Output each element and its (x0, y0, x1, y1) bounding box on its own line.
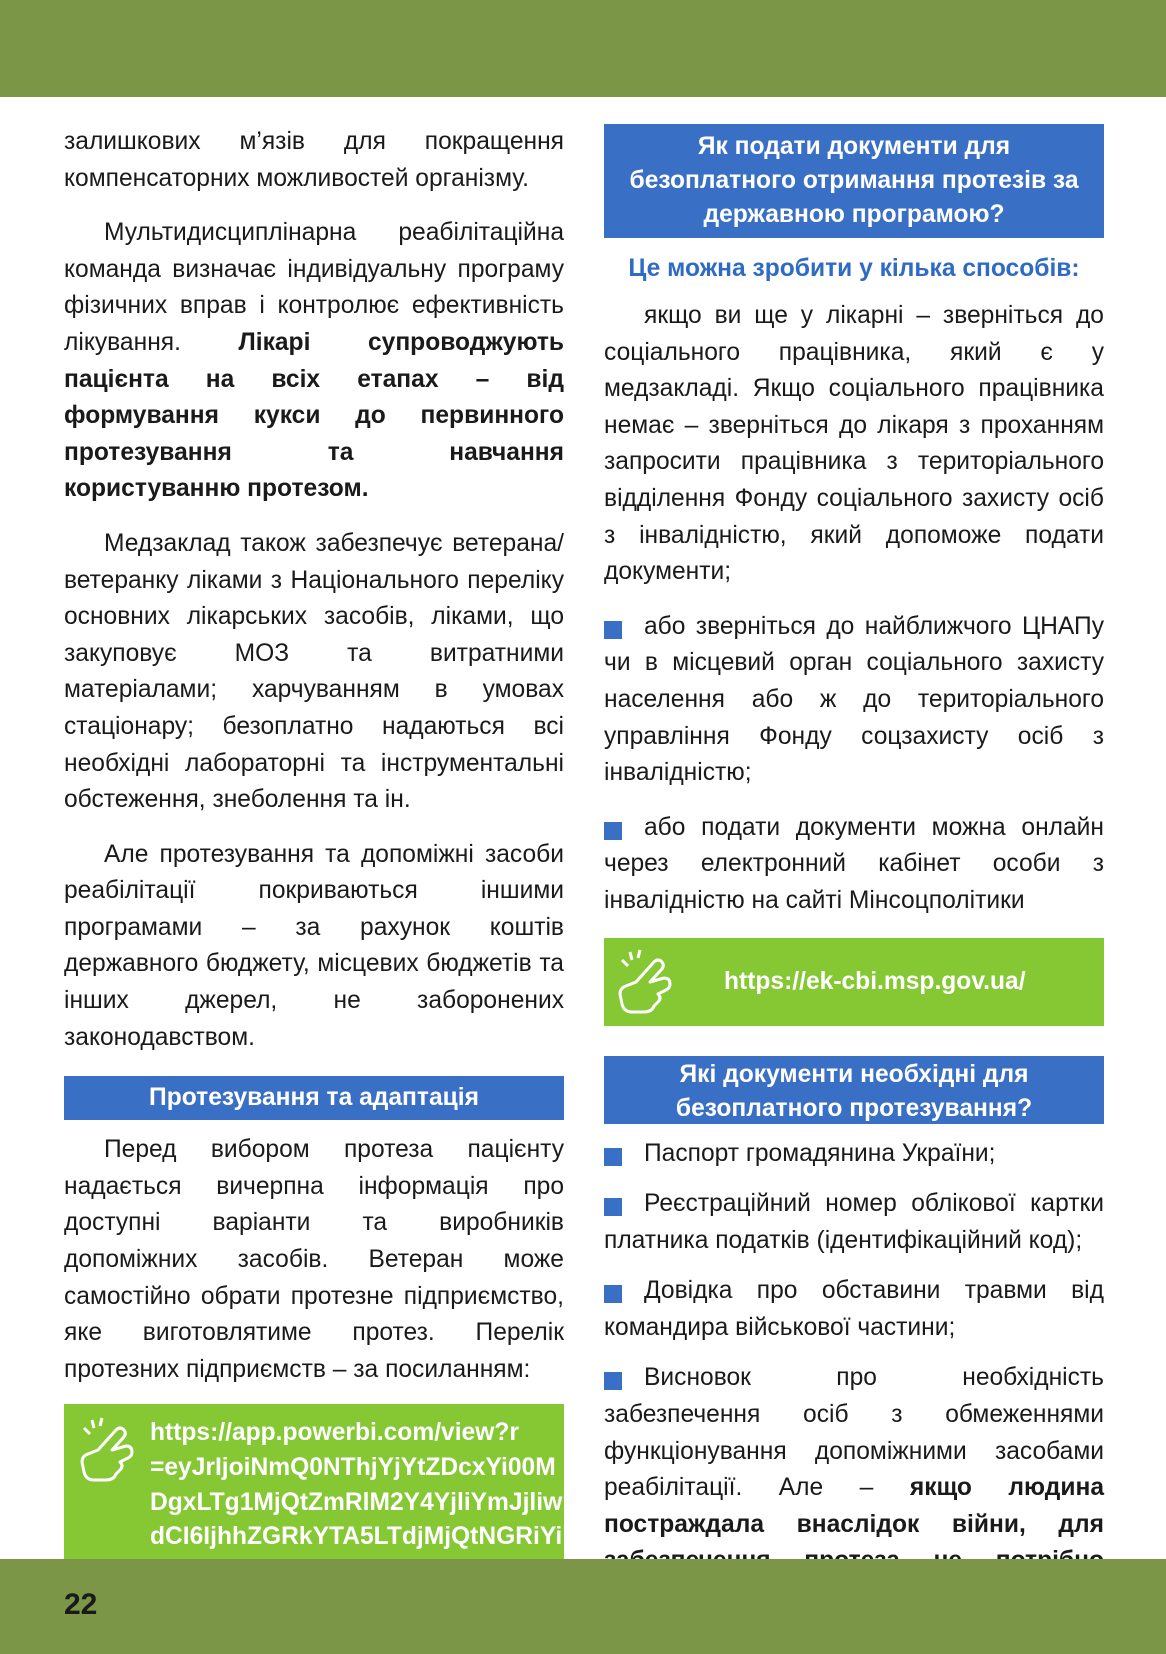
bullet-square-icon (604, 1372, 622, 1390)
bullet-square-icon (604, 1198, 622, 1216)
documents-heading-line-2: безоплатного протезування? (675, 1094, 1033, 1122)
right-paragraph-1: якщо ви ще у лікарні – зверніться до соціального працівника, який є у медзакладі. Якщо соціального працівника немає – зверніться до лікаря з проханням запросити працівника з територіального відділення Фонду соціального захисту осіб з інвалідністю, який допоможе подати документи; (604, 302, 1104, 586)
document-item-conclusion-bold: якщо людина постраждала внаслідок війни, для (604, 1474, 1104, 1538)
document-item-injury-certificate-text: Довідка про обставини травми від командира військової частини; (604, 1277, 1104, 1341)
section-heading-how-to-apply: Як подати документи для безоплатного отримання протезів за державною програмою? (604, 124, 1104, 238)
document-item-passport-text: Паспорт громадянина України; (644, 1139, 996, 1167)
left-paragraph-2 (64, 215, 564, 508)
link-line: https://app.powerbi.com/view?r (150, 1419, 519, 1447)
bullet-square-icon (604, 1285, 622, 1303)
apply-option-online-text: або подати документи можна онлайн через електронний кабінет особи з інвалідністю на сайті Мінсоцполітики (604, 813, 1104, 914)
section-heading-prosthetics: Протезування та адаптація (64, 1076, 564, 1120)
page-number: 22 (64, 1588, 98, 1621)
left-paragraph-3: Медзаклад також забезпечує ветерана/ветеранку ліками з Національного переліку основних лікарських засобів, ліками, що закуповує МОЗ та витратними матеріалами; харчуванням в умовах стаціонару; безоплатно надаються всі необхідні лабораторні та інструментальні обстеження, знеболення та ін. (64, 529, 564, 814)
left-paragraph-4: Але протезування та допоміжні засоби реабілітації покриваються іншими програмами – за рахунок коштів державного бюджету, місцевих бюджетів та інших джерел, не заборонених законодавством. (64, 840, 564, 1051)
bullet-square-icon (604, 1148, 622, 1166)
apply-option-cnap (604, 609, 1104, 792)
right-column (604, 124, 1104, 1617)
apply-option-online (604, 810, 1104, 920)
document-item-injury-certificate (604, 1273, 1104, 1346)
left-paragraph-1: залишкових м’язів для покращення компенсаторних можливостей організму. (64, 128, 564, 192)
bottom-color-band (0, 1559, 1166, 1654)
document-item-tax-id-text: Реєстраційний номер облікової картки платника податків (ідентифікаційний код); (604, 1190, 1104, 1254)
left-paragraph-5: Перед вибором протеза пацієнту надається вичерпна інформація про доступні варіанти та виробників допоміжних засобів. Ветеран може самостійно обрати протезне підприємство, яке виготовлятиме протез. Перелік протезних підприємств – за посиланням: (64, 1136, 564, 1383)
pointing-hand-icon (616, 948, 674, 1020)
document-item-conclusion-text: Висновок про необхідність забезпечення осіб з обмеженнями функціонування допоміжними засобами реабілітації. Але – (604, 1364, 1104, 1502)
subheading-ways: Це можна зробити у кілька способів: (628, 255, 1080, 282)
pointing-hand-icon (78, 1416, 136, 1488)
msp-link[interactable]: https://ek-cbi.msp.gov.ua/ (724, 967, 1026, 995)
section-heading-documents (604, 1056, 1104, 1124)
bullet-square-icon (604, 822, 622, 840)
link-line: =eyJrIjoiNmQ0NThjYjYtZDcxYi00M (150, 1454, 556, 1481)
left-paragraph-2-bold: Лікарі супроводжують пацієнта на всіх етапах – від формування кукси до первинного протезування та навчання користуванню протезом. (64, 328, 564, 503)
msp-link-box[interactable] (604, 938, 1104, 1026)
bullet-square-icon (604, 621, 622, 639)
top-color-band (0, 0, 1166, 97)
link-line: DgxLTg1MjQtZmRlM2Y4YjliYmJjliwi (150, 1488, 570, 1516)
document-item-passport (604, 1136, 1104, 1173)
apply-option-cnap-text: або зверніться до найближчого ЦНАПу чи в місцевий орган соціального захисту населення або ж до територіального управління Фонду соцзахисту осіб з інвалідністю; (604, 612, 1104, 787)
document-item-tax-id (604, 1186, 1104, 1259)
left-column (64, 124, 570, 1640)
link-line: dCI6IjhhZGRkYTA5LTdjMjQtNGRiYi (150, 1523, 563, 1551)
documents-heading-line-1: Які документи необхідні для (679, 1060, 1029, 1088)
left-paragraph-2-text: Мультидисциплінарна реабілітаційна команда визначає індивідуальну програму фізичних вправ і контролює ефективність лікування. (64, 219, 564, 356)
